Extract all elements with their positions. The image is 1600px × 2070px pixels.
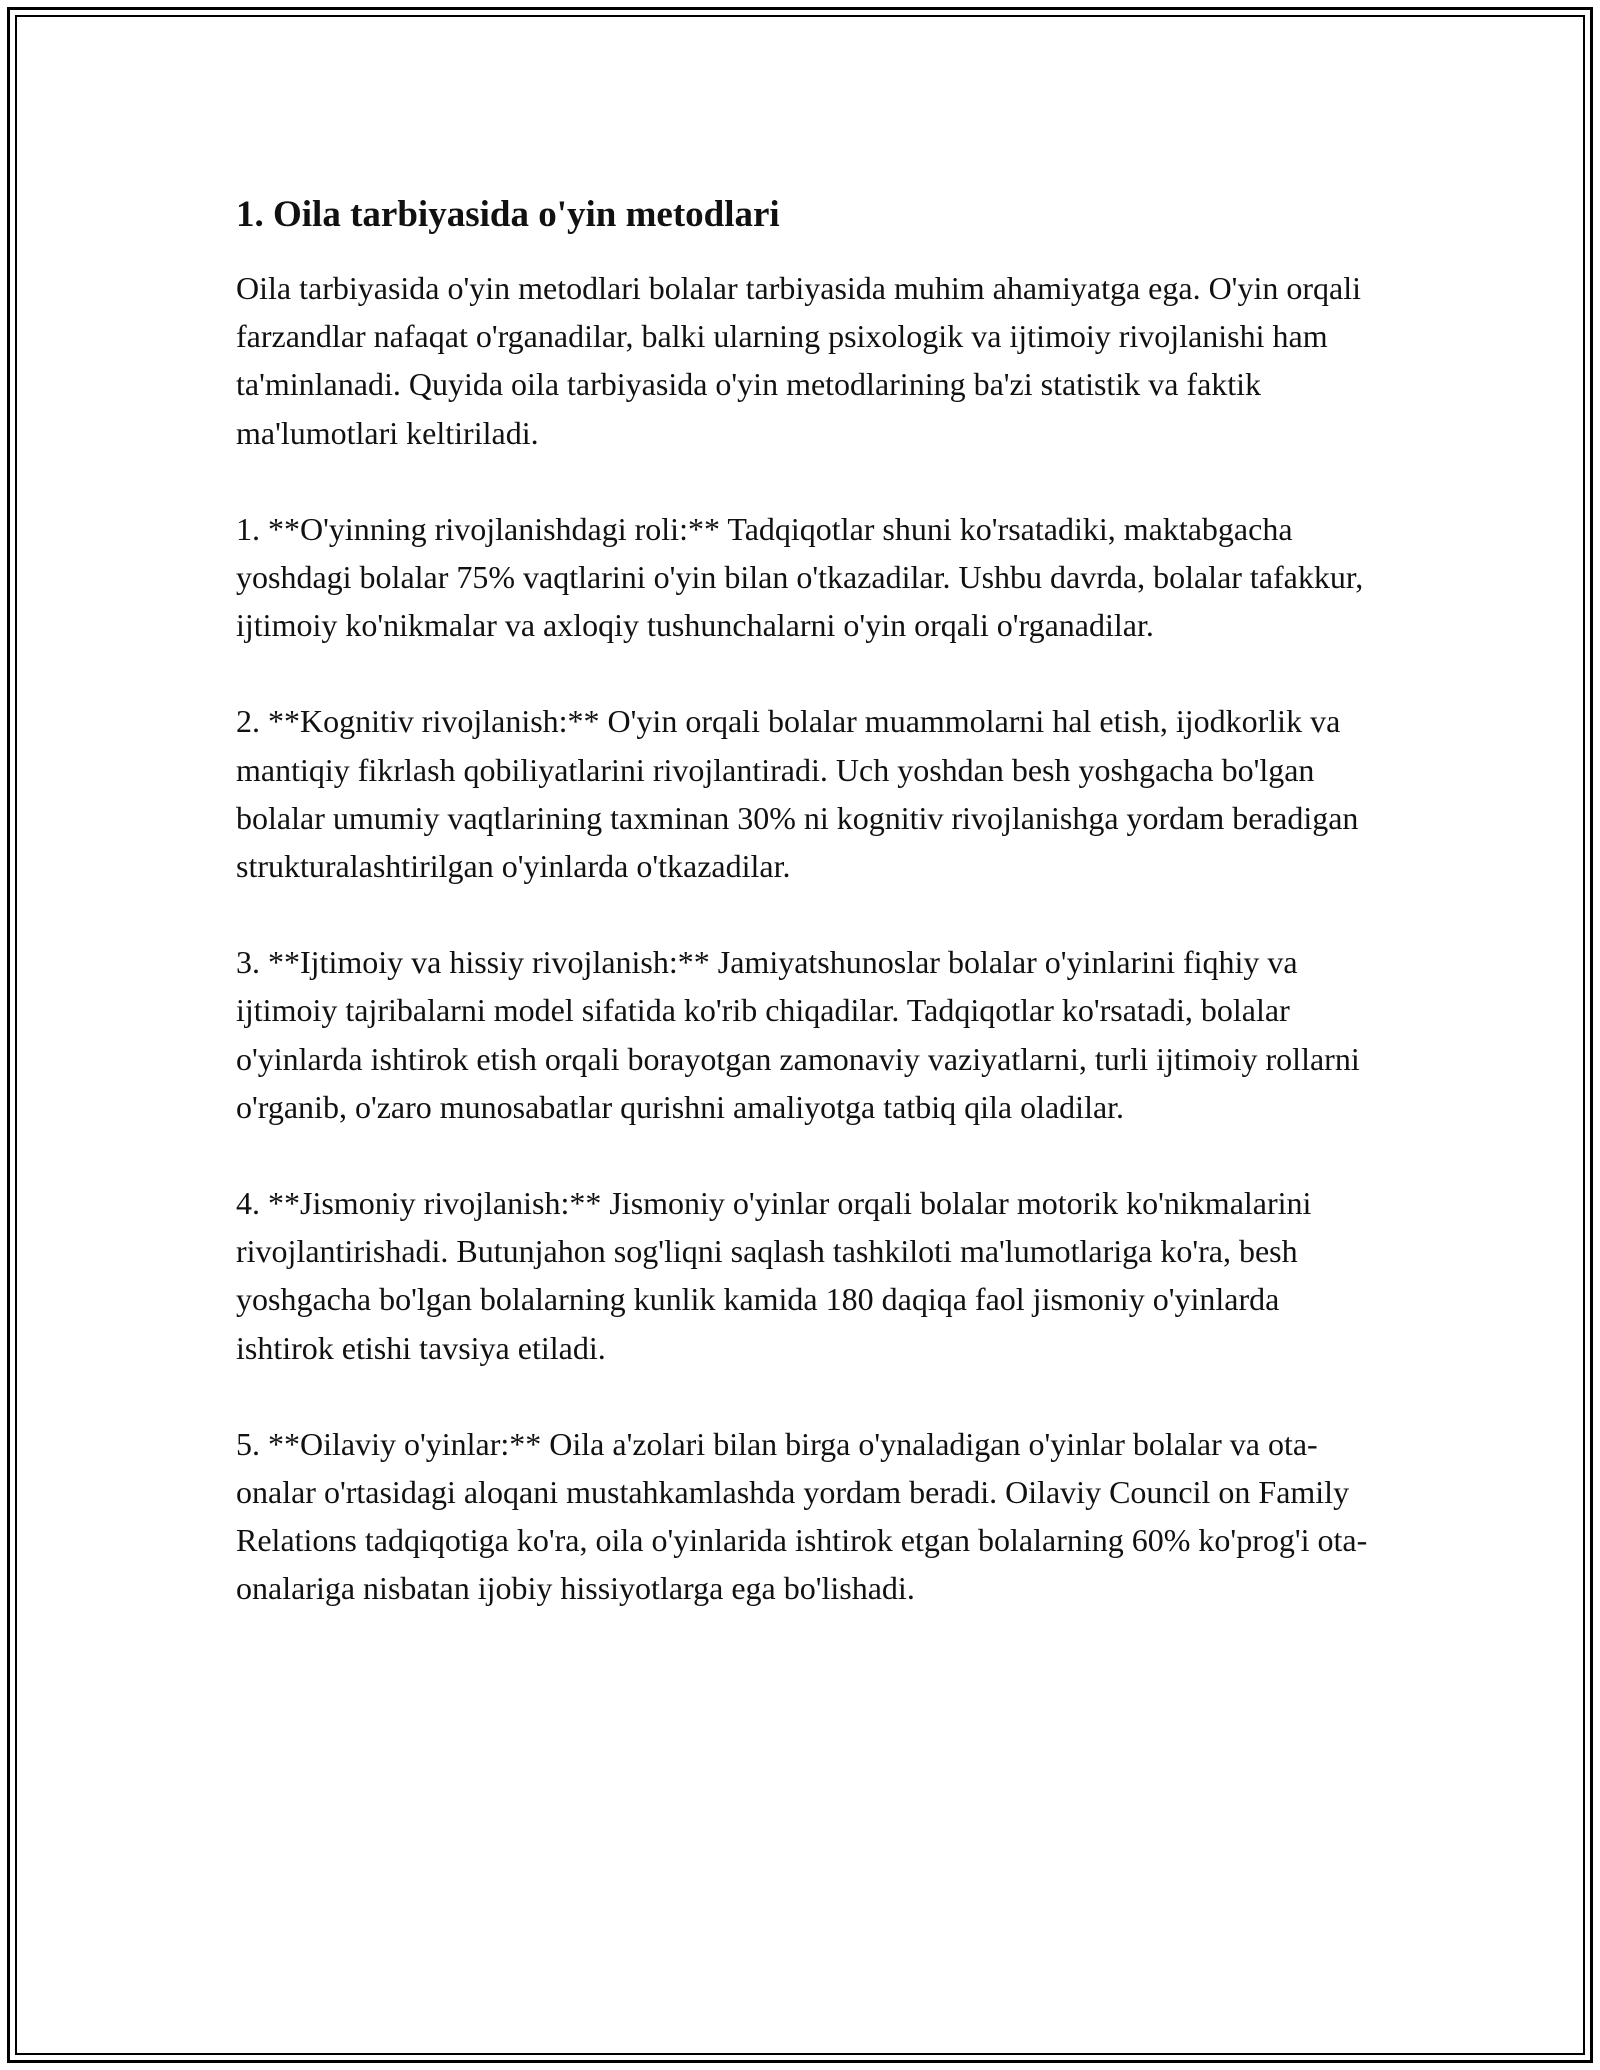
list-item: 1. **O'yinning rivojlanishdagi roli:** Tadqiqotlar shuni ko'rsatadiki, maktabgacha yoshdagi bolalar 75% vaqtlarini o'yin bilan o'tkazadilar. Ushbu davrda, bolalar tafakkur, ijtimoiy ko'nikmalar va axloqiy tushunchalarni o'yin orqali o'rganadilar.: [236, 510, 1364, 644]
list-item: 4. **Jismoniy rivojlanish:** Jismoniy o'yinlar orqali bolalar motorik ko'nikmalarini rivojlantirishadi. Butunjahon sog'liqni saqlash tashkiloti ma'lumotlariga ko'ra, besh yoshgacha bo'lgan bolalarning kunlik kamida 180 daqiqa faol jismoniy o'yinlarda ishtirok etishi tavsiya etiladi.: [236, 1185, 1312, 1366]
list-item: 3. **Ijtimoiy va hissiy rivojlanish:** Jamiyatshunoslar bolalar o'yinlarini fiqhiy va ijtimoiy tajribalarni model sifatida ko'rib chiqadilar. Tadqiqotlar ko'rsatadi, bolalar o'yinlarda ishtirok etish orqali borayotgan zamonaviy vaziyatlarni, turli ijtimoiy rollarni o'rganib, o'zaro munosabatlar qurishni amaliyotga tatbiq qila oladilar.: [236, 944, 1360, 1125]
document-body: [236, 188, 1376, 1661]
intro-paragraph: Oila tarbiyasida o'yin metodlari bolalar tarbiyasida muhim ahamiyatga ega. O'yin orqali farzandlar nafaqat o'rganadilar, balki ularning psixologik va ijtimoiy rivojlanishi ham ta'minlanadi. Quyida oila tarbiyasida o'yin metodlarining ba'zi statistik va faktik ma'lumotlari keltiriladi.: [236, 270, 1361, 451]
section-heading: 1. Oila tarbiyasida o'yin metodlari: [236, 194, 780, 235]
list-item: 5. **Oilaviy o'yinlar:** Oila a'zolari bilan birga o'ynaladigan o'yinlar bolalar va ota-onalar o'rtasidagi aloqani mustahkamlashda yordam beradi. Oilaviy Council on Family Relations tadqiqotiga ko'ra, oila o'yinlarida ishtirok etgan bolalarning 60% ko'prog'i ota-onalariga nisbatan ijobiy hissiyotlarga ega bo'lishadi.: [236, 1425, 1368, 1607]
list-item: 2. **Kognitiv rivojlanish:** O'yin orqali bolalar muammolarni hal etish, ijodkorlik va mantiqiy fikrlash qobiliyatlarini rivojlantiradi. Uch yoshdan besh yoshgacha bo'lgan bolalar umumiy vaqtlarining taxminan 30% ni kognitiv rivojlanishga yordam beradigan strukturalashtirilgan o'yinlarda o'tkazadilar.: [236, 703, 1359, 885]
